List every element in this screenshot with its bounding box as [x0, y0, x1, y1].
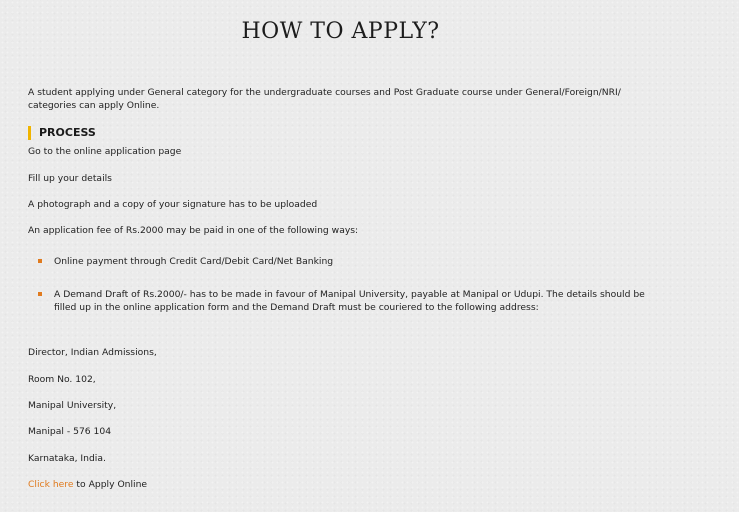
step-upload-photo-signature: A photograph and a copy of your signature has to be uploaded — [28, 199, 318, 210]
process-heading: PROCESS — [28, 126, 96, 140]
square-bullet-icon — [38, 292, 42, 296]
address-line: Director, Indian Admissions, — [28, 347, 157, 358]
apply-online-link[interactable]: Click here — [28, 479, 74, 490]
page-title: HOW TO APPLY? — [241, 19, 440, 44]
payment-option-online — [38, 255, 658, 268]
address-line: Manipal University, — [28, 400, 117, 411]
step-open-application: Go to the online application page — [28, 146, 182, 157]
payment-option-demand-draft — [38, 288, 658, 314]
payment-option-label: Online payment through Credit Card/Debit Card/Net Banking — [54, 256, 334, 267]
square-bullet-icon — [38, 259, 42, 263]
address-line: Manipal - 576 104 — [28, 426, 112, 437]
intro-text: A student applying under General category for the undergraduate courses and Post Graduate course under General/Foreign/NRI/ categories can apply Online. — [28, 87, 621, 111]
apply-online-line — [28, 479, 147, 491]
apply-online-suffix: to Apply Online — [73, 479, 148, 490]
address-line: Room No. 102, — [28, 374, 96, 385]
address-line: Karnataka, India. — [28, 453, 106, 464]
step-fill-details: Fill up your details — [28, 173, 112, 184]
payment-option-label: A Demand Draft of Rs.2000/- has to be made in favour of Manipal University, payable at Manipal or Udupi. The details should be filled up in the online application form and the Demand Draft must be couriered to the following address: — [54, 289, 645, 313]
step-application-fee: An application fee of Rs.2000 may be paid in one of the following ways: — [28, 225, 359, 236]
